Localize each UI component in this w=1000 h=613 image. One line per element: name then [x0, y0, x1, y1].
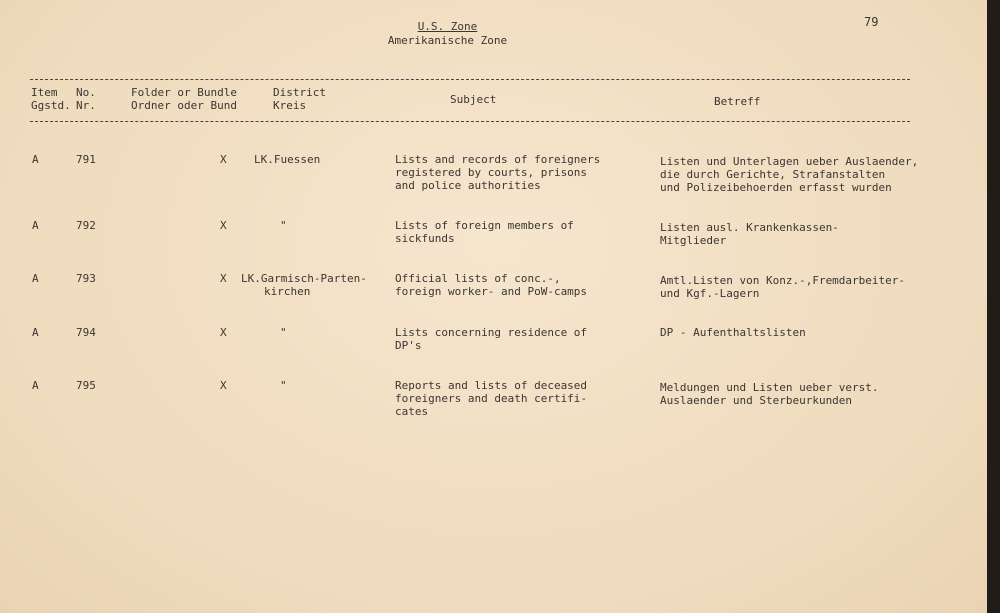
row-subject-line: cates: [395, 405, 429, 418]
row-subject-line: Lists concerning residence of: [395, 326, 588, 339]
row-subject-line: Lists of foreign members of: [395, 219, 574, 232]
row-bund-mark: X: [220, 219, 227, 232]
row-betreff-line: die durch Gerichte, Strafanstalten: [660, 168, 886, 181]
row-district: LK.Fuessen: [254, 153, 321, 166]
row-betreff-line: DP - Aufenthaltslisten: [660, 326, 806, 339]
col-betreff: Betreff: [714, 95, 761, 108]
row-betreff-line: Listen ausl. Krankenkassen-: [660, 221, 839, 234]
row-item: A: [32, 379, 39, 392]
row-betreff-line: Mitglieder: [660, 234, 727, 247]
row-no: 793: [76, 272, 96, 285]
col-district-en: District: [273, 86, 326, 99]
col-folder-de: Ordner oder Bund: [131, 99, 237, 112]
col-district-de: Kreis: [273, 99, 307, 112]
scan-edge: [987, 0, 1000, 613]
row-district: kirchen: [264, 285, 311, 298]
row-betreff-line: Amtl.Listen von Konz.-,Fremdarbeiter-: [660, 274, 906, 287]
col-folder-en: Folder or Bundle: [131, 86, 237, 99]
col-no-en: No.: [76, 86, 96, 99]
row-item: A: [32, 272, 39, 285]
row-item: A: [32, 219, 39, 232]
row-item: A: [32, 153, 39, 166]
row-subject-line: foreign worker- and PoW-camps: [395, 285, 588, 298]
row-subject-line: Official lists of conc.-,: [395, 272, 561, 285]
page-number: 79: [864, 15, 879, 29]
col-item-de: Ggstd.: [31, 99, 71, 112]
row-subject-line: and police authorities: [395, 179, 541, 192]
row-bund-mark: X: [220, 326, 227, 339]
row-betreff-line: Listen und Unterlagen ueber Auslaender,: [660, 155, 919, 168]
header-rule-top: [30, 79, 910, 80]
col-no-de: Nr.: [76, 99, 96, 112]
row-subject-line: registered by courts, prisons: [395, 166, 588, 179]
row-subject-line: DP's: [395, 339, 422, 352]
row-no: 791: [76, 153, 96, 166]
row-district: ": [280, 379, 287, 392]
col-subject: Subject: [450, 93, 497, 106]
row-bund-mark: X: [220, 153, 227, 166]
row-no: 794: [76, 326, 96, 339]
row-district: ": [280, 219, 287, 232]
row-subject-line: Reports and lists of deceased: [395, 379, 588, 392]
row-item: A: [32, 326, 39, 339]
row-bund-mark: X: [220, 379, 227, 392]
row-betreff-line: Meldungen und Listen ueber verst.: [660, 381, 879, 394]
row-no: 795: [76, 379, 96, 392]
row-subject-line: foreigners and death certifi-: [395, 392, 588, 405]
row-betreff-line: und Polizeibehoerden erfasst wurden: [660, 181, 892, 194]
zone-title: U.S. Zone: [417, 20, 478, 33]
col-item-en: Item: [31, 86, 58, 99]
row-bund-mark: X: [220, 272, 227, 285]
row-district: ": [280, 326, 287, 339]
row-betreff-line: und Kgf.-Lagern: [660, 287, 760, 300]
row-district: LK.Garmisch-Parten-: [241, 272, 367, 285]
row-subject-line: Lists and records of foreigners: [395, 153, 601, 166]
row-betreff-line: Auslaender und Sterbeurkunden: [660, 394, 853, 407]
header-rule-bottom: [30, 121, 910, 122]
row-no: 792: [76, 219, 96, 232]
row-subject-line: sickfunds: [395, 232, 455, 245]
zone-subtitle: Amerikanische Zone: [387, 34, 508, 47]
